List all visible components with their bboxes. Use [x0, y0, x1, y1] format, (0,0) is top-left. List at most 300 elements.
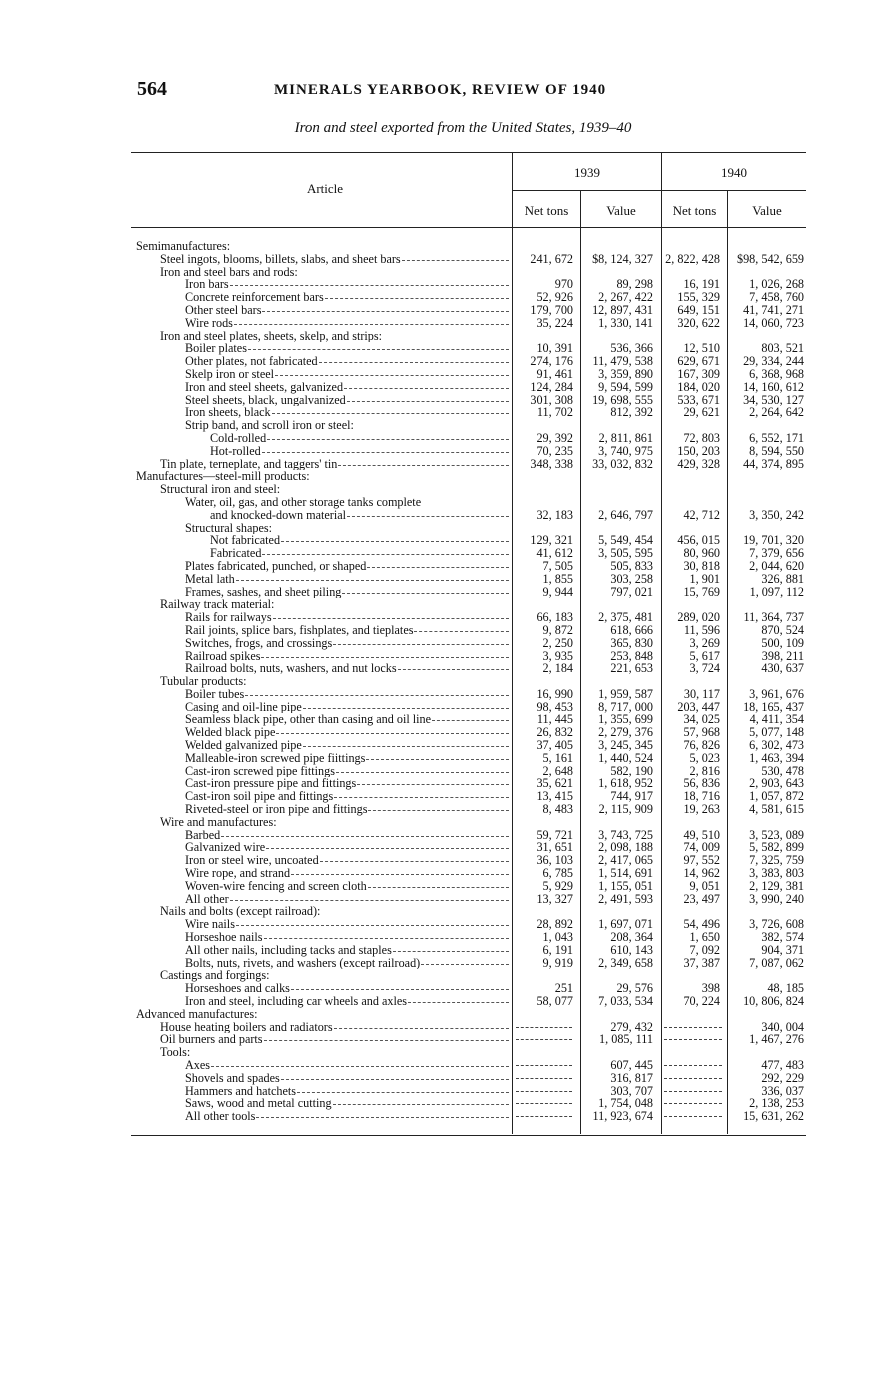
value-1939-cell: 316, 817 [610, 1070, 653, 1085]
running-head: MINERALS YEARBOOK, REVIEW OF 1940 [274, 82, 607, 98]
row-label: Iron bars [185, 278, 229, 292]
leader-dots [273, 618, 509, 620]
net-tons-1940-cell: 57, 968 [683, 725, 720, 740]
net-tons-1939-cell: 9, 944 [542, 584, 573, 599]
leader-dots [342, 592, 509, 594]
net-tons-1939-cell: 59, 721 [536, 827, 573, 842]
value-1940-cell: 1, 463, 394 [749, 750, 804, 765]
net-tons-1940-cell: 15, 769 [683, 584, 720, 599]
table-row [0, 957, 886, 970]
value-1940-cell: 803, 521 [761, 341, 804, 356]
table-row [0, 330, 886, 343]
net-tons-1940-cell: 155, 329 [677, 290, 720, 305]
leader-dots [261, 656, 509, 658]
value-1939-cell: 505, 833 [610, 558, 653, 573]
row-label: Other plates, not fabricated [185, 355, 318, 368]
page-number: 564 [137, 78, 167, 100]
table-row [0, 381, 886, 394]
net-tons-1940-cell: 70, 224 [683, 994, 720, 1009]
net-tons-1940-cell: 5, 023 [689, 750, 720, 765]
value-1940-cell: 1, 057, 872 [749, 789, 804, 804]
row-label: Wire nails [185, 918, 235, 932]
value-1940-cell: 41, 741, 271 [743, 302, 804, 317]
value-1940-cell: 6, 552, 171 [749, 430, 804, 445]
net-tons-1940-cell: 34, 025 [683, 712, 720, 727]
table-row [0, 688, 886, 701]
net-tons-1939-cell: 251 [554, 981, 573, 996]
value-1940-cell: 34, 530, 127 [743, 392, 804, 407]
row-label: Castings and forgings: [160, 969, 270, 983]
row-label: Axes [185, 1059, 211, 1072]
net-tons-1940-cell: 150, 203 [677, 443, 720, 458]
row-article [185, 278, 510, 291]
row-label: Fabricated [210, 547, 262, 560]
net-tons-1939-cell: 6, 785 [542, 866, 573, 881]
value-1940-cell: 7, 087, 062 [749, 955, 804, 970]
leader-dots [336, 771, 509, 773]
leader-dots [264, 938, 509, 940]
row-article [185, 957, 510, 970]
net-tons-1939-cell: 301, 308 [530, 392, 573, 407]
net-tons-1940-cell: 23, 497 [683, 891, 720, 906]
value-1940-cell: 3, 961, 676 [749, 686, 804, 701]
net-tons-1940-cell: 74, 009 [683, 840, 720, 855]
value-1940-cell: 2, 129, 381 [749, 878, 804, 893]
leader-dots [357, 784, 509, 786]
table-row [0, 317, 886, 330]
value-1939-cell: 1, 618, 952 [598, 776, 653, 791]
row-article [185, 739, 510, 752]
row-label: Structural shapes: [185, 521, 272, 535]
row-label: Boiler plates [185, 342, 247, 356]
row-article [185, 1072, 510, 1085]
net-tons-1939-cell: 179, 700 [530, 302, 573, 317]
net-tons-1939-cell: 26, 832 [536, 725, 573, 740]
table-row [0, 240, 886, 253]
row-article [210, 547, 510, 560]
row-article [185, 394, 510, 407]
row-article [185, 662, 510, 675]
row-article [185, 317, 510, 330]
net-tons-1939-cell: 58, 077 [536, 994, 573, 1009]
net-tons-1940-cell: 289, 020 [677, 610, 720, 625]
net-tons-1940-cell: 456, 015 [677, 533, 720, 548]
net-tons-1940-cell: 11, 596 [683, 622, 720, 637]
leader-dots [334, 1027, 509, 1029]
leader-dots [333, 1104, 509, 1106]
leader-dots [366, 758, 509, 760]
net-tons-1940-cell: 12, 510 [683, 341, 720, 356]
value-1939-cell: 1, 155, 051 [598, 878, 653, 893]
leader-dots [414, 630, 509, 632]
table-row [0, 1046, 886, 1059]
net-tons-1939-cell: 7, 505 [542, 558, 573, 573]
table-row [0, 547, 886, 560]
net-tons-1940-cell: 42, 712 [683, 507, 720, 522]
net-tons-1939-cell: 28, 892 [536, 917, 573, 932]
value-1940-cell: 2, 138, 253 [749, 1096, 804, 1111]
table-row [0, 1008, 886, 1021]
row-article [185, 381, 510, 394]
row-label: Iron or steel wire, uncoated [185, 854, 319, 868]
table-row [0, 496, 886, 509]
row-article [185, 765, 510, 778]
value-1939-cell: 7, 033, 534 [598, 994, 653, 1009]
row-article [185, 304, 510, 317]
net-tons-1940-cell: 5, 617 [689, 648, 720, 663]
table-row [0, 969, 886, 982]
net-tons-1940-cell: 3, 269 [689, 635, 720, 650]
leader-dots [262, 554, 509, 556]
row-article [185, 982, 510, 995]
leader-dots [266, 848, 509, 850]
header-year-1939: 1939 [574, 165, 600, 180]
row-label: Welded black pipe [185, 726, 276, 740]
net-tons-1939-cell: 1, 043 [542, 930, 573, 945]
value-1940-cell: 7, 325, 759 [749, 853, 804, 868]
row-label: Water, oil, gas, and other storage tanks complete [185, 495, 422, 509]
value-1939-cell: 11, 923, 674 [592, 1109, 653, 1124]
net-tons-1939-cell: 9, 919 [542, 955, 573, 970]
net-tons-1940-cell: 1, 901 [689, 571, 720, 586]
value-1940-cell: 19, 701, 320 [743, 533, 804, 548]
table-row [0, 509, 886, 522]
value-1939-cell: 2, 349, 658 [598, 955, 653, 970]
row-label: Galvanized wire [185, 841, 266, 855]
net-tons-1939-cell: 13, 327 [536, 891, 573, 906]
empty-cell-dash [664, 1039, 722, 1040]
table-row [0, 867, 886, 880]
row-label: Bolts, nuts, rivets, and washers (except railroad) [185, 956, 421, 970]
net-tons-1940-cell: 19, 263 [683, 802, 720, 817]
empty-cell-dash [664, 1091, 722, 1092]
header-net-tons-1939: Net tons [524, 203, 569, 218]
table-row [0, 995, 886, 1008]
value-1939-cell: 11, 479, 538 [592, 354, 653, 369]
net-tons-1939-cell: 37, 405 [536, 738, 573, 753]
net-tons-1940-cell: 649, 151 [677, 302, 720, 317]
net-tons-1939-cell: 970 [554, 277, 573, 292]
row-label: Concrete reinforcement bars [185, 291, 324, 304]
value-1939-cell: 797, 021 [610, 584, 653, 599]
net-tons-1940-cell: 184, 020 [677, 379, 720, 394]
net-tons-1940-cell: 56, 836 [683, 776, 720, 791]
value-1940-cell: 1, 026, 268 [749, 277, 804, 292]
net-tons-1940-cell: 398 [701, 981, 720, 996]
row-article [185, 713, 510, 726]
table-row [0, 675, 886, 688]
empty-cell-dash [664, 1027, 722, 1028]
table-title: Iron and steel exported from the United States, 1939–40 [294, 120, 632, 136]
value-1939-cell: 303, 258 [610, 571, 653, 586]
row-label: Skelp iron or steel [185, 367, 275, 381]
row-label: Horseshoes and calks [185, 982, 290, 996]
row-article [185, 752, 510, 765]
value-1939-cell: 1, 440, 524 [598, 750, 653, 765]
row-label: House heating boilers and radiators [160, 1020, 333, 1034]
row-article [185, 1097, 510, 1110]
row-article [185, 291, 510, 304]
row-article [185, 701, 510, 714]
empty-cell-dash [664, 1078, 722, 1079]
row-label: Structural iron and steel: [160, 483, 281, 496]
row-label: Iron and steel, including car wheels and axles [185, 995, 408, 1008]
row-article [185, 918, 510, 931]
table-row [0, 368, 886, 381]
net-tons-1939-cell: 124, 284 [530, 379, 573, 394]
value-1939-cell: 303, 707 [610, 1083, 653, 1098]
value-1939-cell: 12, 897, 431 [592, 302, 653, 317]
net-tons-1939-cell: 36, 103 [536, 853, 573, 868]
empty-cell-dash [516, 1027, 572, 1028]
row-label: Iron and steel plates, sheets, skelp, and strips: [160, 329, 383, 343]
leader-dots [275, 374, 509, 376]
net-tons-1940-cell: 54, 496 [683, 917, 720, 932]
row-label: Railroad bolts, nuts, washers, and nut locks [185, 662, 397, 676]
row-label: Malleable-iron screwed pipe fiittings [185, 751, 366, 765]
net-tons-1940-cell: 29, 621 [683, 405, 720, 420]
row-article [136, 240, 510, 253]
value-1939-cell: 89, 298 [616, 277, 653, 292]
empty-cell-dash [664, 1065, 722, 1066]
row-label: Cast-iron pressure pipe and fittings [185, 777, 357, 791]
row-article [160, 675, 510, 688]
value-1940-cell: 398, 211 [761, 648, 804, 663]
header-net-tons-1940: Net tons [672, 203, 717, 218]
leader-dots [398, 669, 509, 671]
value-1939-cell: 582, 190 [610, 763, 653, 778]
value-1940-cell: 29, 334, 244 [743, 354, 804, 369]
row-article [185, 368, 510, 381]
leader-dots [236, 579, 509, 581]
value-1939-cell: 221, 653 [610, 661, 653, 676]
row-article [160, 458, 510, 471]
leader-dots [393, 950, 509, 952]
table-row [0, 1072, 886, 1085]
row-article [185, 573, 510, 586]
value-1940-cell: 14, 060, 723 [743, 315, 804, 330]
leader-dots [230, 285, 509, 287]
row-article [185, 854, 510, 867]
net-tons-1940-cell: 7, 092 [689, 942, 720, 957]
row-article [160, 905, 510, 918]
table-top-rule [131, 152, 806, 153]
net-tons-1939-cell: 9, 872 [542, 622, 573, 637]
net-tons-1939-cell: 10, 391 [536, 341, 573, 356]
net-tons-1940-cell: 167, 309 [677, 366, 720, 381]
net-tons-1940-cell: 18, 716 [683, 789, 720, 804]
leader-dots [248, 349, 509, 351]
net-tons-1940-cell: 97, 552 [683, 853, 720, 868]
value-1940-cell: 4, 581, 615 [749, 802, 804, 817]
row-label: Tools: [160, 1046, 191, 1059]
row-article [160, 1046, 510, 1059]
leader-dots [303, 746, 509, 748]
row-label: All other tools [185, 1110, 256, 1123]
value-1940-cell: 8, 594, 550 [749, 443, 804, 458]
leader-dots [368, 886, 509, 888]
leader-dots [367, 566, 509, 568]
value-1939-cell: 1, 085, 111 [599, 1032, 653, 1047]
value-1939-cell: 2, 279, 376 [598, 725, 653, 740]
row-article [185, 995, 510, 1008]
leader-dots [281, 541, 509, 543]
value-1939-cell: 2, 267, 422 [598, 290, 653, 305]
row-label: and knocked-down material [210, 508, 347, 522]
value-1940-cell: 2, 264, 642 [749, 405, 804, 420]
value-1940-cell: 340, 004 [761, 1019, 804, 1034]
value-1940-cell: 870, 524 [761, 622, 804, 637]
value-1940-cell: 4, 411, 354 [749, 712, 804, 727]
year-header-rule [513, 190, 806, 191]
value-1940-cell: 15, 631, 262 [743, 1109, 804, 1124]
leader-dots [291, 989, 509, 991]
empty-cell-dash [516, 1078, 572, 1079]
leader-dots [333, 643, 509, 645]
row-label: Railway track material: [160, 598, 275, 612]
net-tons-1939-cell: 52, 926 [536, 290, 573, 305]
table-row [0, 944, 886, 957]
row-label: Shovels and spades [185, 1071, 280, 1085]
net-tons-1940-cell: 203, 447 [677, 699, 720, 714]
leader-dots [264, 1040, 509, 1042]
table-row [0, 483, 886, 496]
net-tons-1940-cell: 2, 822, 428 [665, 251, 720, 266]
table-row [0, 253, 886, 266]
leader-dots [303, 707, 509, 709]
row-label: All other [185, 892, 229, 906]
leader-dots [262, 451, 509, 453]
value-1940-cell: 292, 229 [761, 1070, 804, 1085]
row-label: Semimanufactures: [136, 240, 231, 253]
row-label: Steel sheets, black, ungalvanized [185, 393, 346, 407]
value-1939-cell: 29, 576 [616, 981, 653, 996]
value-1940-cell: 6, 368, 968 [749, 366, 804, 381]
value-1940-cell: 48, 185 [767, 981, 804, 996]
net-tons-1939-cell: 129, 321 [530, 533, 573, 548]
value-1940-cell: 3, 383, 803 [749, 866, 804, 881]
row-label: Rail joints, splice bars, fishplates, and tieplates [185, 623, 414, 637]
header-article: Article [306, 181, 344, 196]
table-row [0, 470, 886, 483]
value-1940-cell: 5, 077, 148 [749, 725, 804, 740]
row-label: Strip band, and scroll iron or steel: [185, 419, 354, 432]
table-row [0, 445, 886, 458]
row-article [185, 1059, 510, 1072]
net-tons-1940-cell: 1, 650 [689, 930, 720, 945]
empty-cell-dash [664, 1103, 722, 1104]
value-1940-cell: 7, 379, 656 [749, 546, 804, 561]
net-tons-1940-cell: 14, 962 [683, 866, 720, 881]
empty-cell-dash [516, 1065, 572, 1066]
value-1939-cell: 744, 917 [610, 789, 653, 804]
leader-dots [234, 323, 509, 325]
table-row [0, 1059, 886, 1072]
row-article [185, 611, 510, 624]
row-article [210, 509, 510, 522]
row-label: Casing and oil-line pipe [185, 700, 302, 714]
net-tons-1940-cell: 429, 328 [677, 456, 720, 471]
leader-dots [402, 259, 509, 261]
value-1939-cell: 607, 445 [610, 1058, 653, 1072]
value-1939-cell: 2, 646, 797 [598, 507, 653, 522]
row-label: Wire rope, and strand [185, 867, 291, 880]
value-1939-cell: 2, 811, 861 [598, 430, 653, 445]
table-row [0, 637, 886, 650]
table-row [0, 406, 886, 419]
value-1939-cell: 3, 743, 725 [598, 827, 653, 842]
value-1939-cell: 279, 432 [610, 1019, 653, 1034]
row-label: Iron and steel sheets, galvanized [185, 380, 344, 394]
value-1940-cell: 18, 165, 437 [743, 699, 804, 714]
net-tons-1939-cell: 2, 648 [542, 763, 573, 778]
table-row [0, 739, 886, 752]
net-tons-1939-cell: 1, 855 [542, 571, 573, 586]
value-1940-cell: 430, 637 [761, 661, 804, 676]
table-row [0, 611, 886, 624]
row-label: Seamless black pipe, other than casing and oil line [185, 713, 432, 727]
header-value-1940: Value [752, 203, 782, 218]
net-tons-1939-cell: 70, 235 [536, 443, 573, 458]
value-1939-cell: 33, 032, 832 [592, 456, 653, 471]
row-label: Rails for railways [185, 611, 272, 624]
net-tons-1940-cell: 9, 051 [689, 878, 720, 893]
row-label: Tubular products: [160, 675, 247, 688]
leader-dots [421, 963, 509, 965]
row-article [185, 1110, 510, 1123]
value-1940-cell: 10, 806, 824 [743, 994, 804, 1009]
net-tons-1939-cell: 91, 461 [536, 366, 573, 381]
net-tons-1939-cell: 241, 672 [530, 251, 573, 266]
row-article [160, 1021, 510, 1034]
net-tons-1939-cell: 5, 161 [542, 750, 573, 765]
leader-dots [297, 1091, 509, 1093]
row-article [160, 330, 510, 343]
leader-dots [256, 1117, 509, 1119]
value-1940-cell: 382, 574 [761, 930, 804, 945]
row-article [185, 829, 510, 842]
value-1939-cell: 8, 717, 000 [598, 699, 653, 714]
row-label: Iron and steel bars and rods: [160, 265, 298, 279]
row-label: Boiler tubes [185, 687, 245, 701]
row-article [210, 445, 510, 458]
value-1939-cell: 2, 417, 065 [598, 853, 653, 868]
table-row [0, 432, 886, 445]
value-1939-cell: 253, 848 [610, 648, 653, 663]
value-1939-cell: 1, 959, 587 [598, 686, 653, 701]
empty-cell-dash [516, 1103, 572, 1104]
row-article [136, 470, 510, 483]
table-row [0, 816, 886, 829]
leader-dots [211, 1066, 509, 1068]
net-tons-1939-cell: 274, 176 [530, 354, 573, 369]
value-1940-cell: 2, 903, 643 [749, 776, 804, 791]
value-1939-cell: 208, 364 [610, 930, 653, 945]
row-article [160, 598, 510, 611]
leader-dots [334, 797, 509, 799]
leader-dots [319, 362, 509, 364]
row-label: Cast-iron soil pipe and fittings [185, 790, 334, 804]
row-article [185, 406, 510, 419]
row-article [185, 637, 510, 650]
leader-dots [291, 874, 509, 876]
row-article [210, 432, 510, 445]
leader-dots [230, 899, 509, 901]
value-1940-cell: 3, 990, 240 [749, 891, 804, 906]
row-article [185, 342, 510, 355]
net-tons-1939-cell: 2, 250 [542, 635, 573, 650]
header-bottom-rule [131, 227, 806, 228]
